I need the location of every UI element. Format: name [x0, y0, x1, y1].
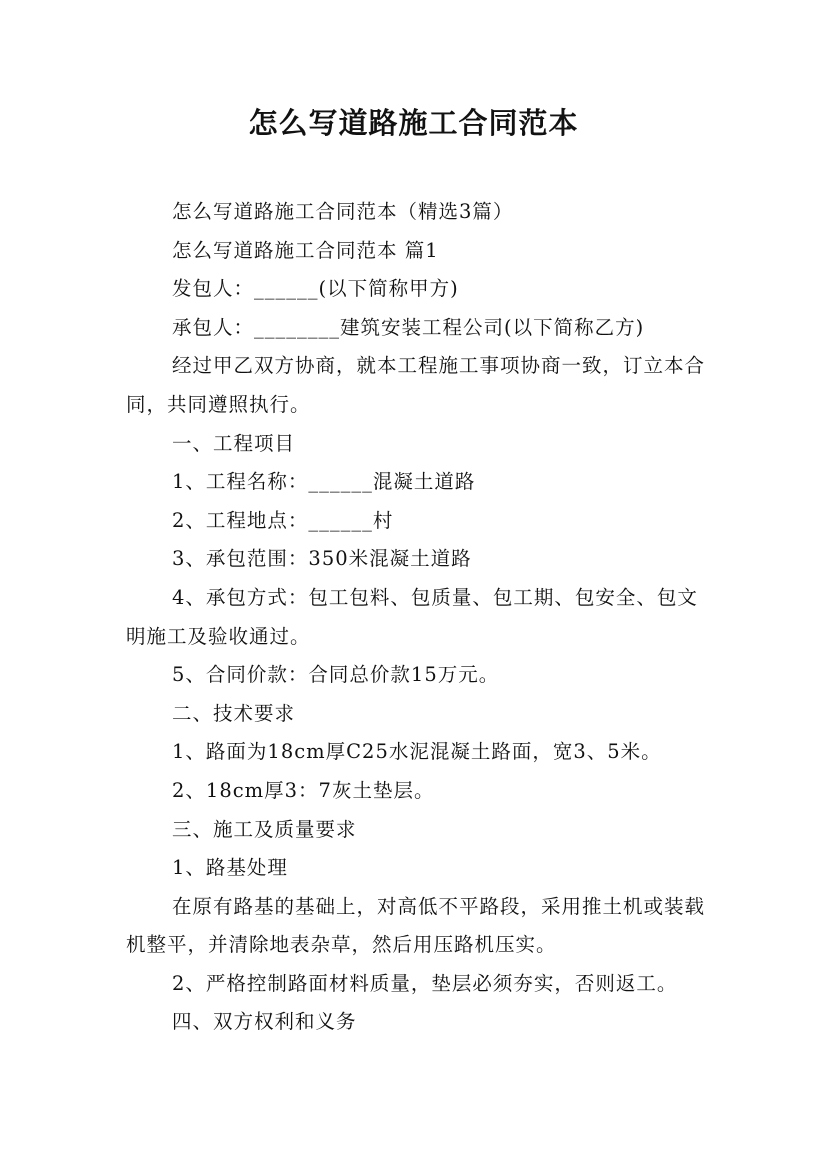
section-heading: 二、技术要求 [172, 701, 296, 725]
paragraph: 2、工程地点：______村 [172, 508, 394, 532]
paragraph: 5、合同价款：合同总价款15万元。 [172, 663, 500, 687]
paragraph: 2、严格控制路面材料质量，垫层必须夯实，否则返工。 [172, 971, 678, 995]
section-heading: 一、工程项目 [172, 431, 296, 455]
paragraph: 经过甲乙双方协商，就本工程施工事项协商一致，订立本合同，共同遵照执行。 [126, 354, 706, 416]
section-heading: 四、双方权利和义务 [172, 1010, 357, 1034]
paragraph: 在原有路基的基础上，对高低不平路段，采用推土机或装载机整平，并清除地表杂草，然后用压路机压实。 [126, 894, 706, 957]
document-body [126, 193, 716, 1042]
paragraph: 1、工程名称：______混凝土道路 [172, 470, 476, 494]
paragraph: 怎么写道路施工合同范本（精选3篇） [172, 200, 514, 223]
paragraph: 1、路基处理 [172, 856, 288, 880]
paragraph: 怎么写道路施工合同范本 篇1 [172, 238, 439, 262]
document-title: 怎么写道路施工合同范本 [248, 106, 579, 140]
paragraph: 4、承包方式：包工包料、包质量、包工期、包安全、包文明施工及验收通过。 [126, 585, 698, 648]
section-heading: 三、施工及质量要求 [172, 817, 357, 841]
paragraph: 1、路面为18cm厚C25水泥混凝土路面，宽3、5米。 [172, 740, 662, 764]
paragraph: 2、18cm厚3：7灰土垫层。 [172, 778, 435, 802]
paragraph: 承包人：________建筑安装工程公司(以下简称乙方) [172, 315, 645, 339]
paragraph: 3、承包范围：350米混凝土道路 [172, 547, 472, 571]
paragraph: 发包人：______(以下简称甲方) [172, 277, 459, 301]
